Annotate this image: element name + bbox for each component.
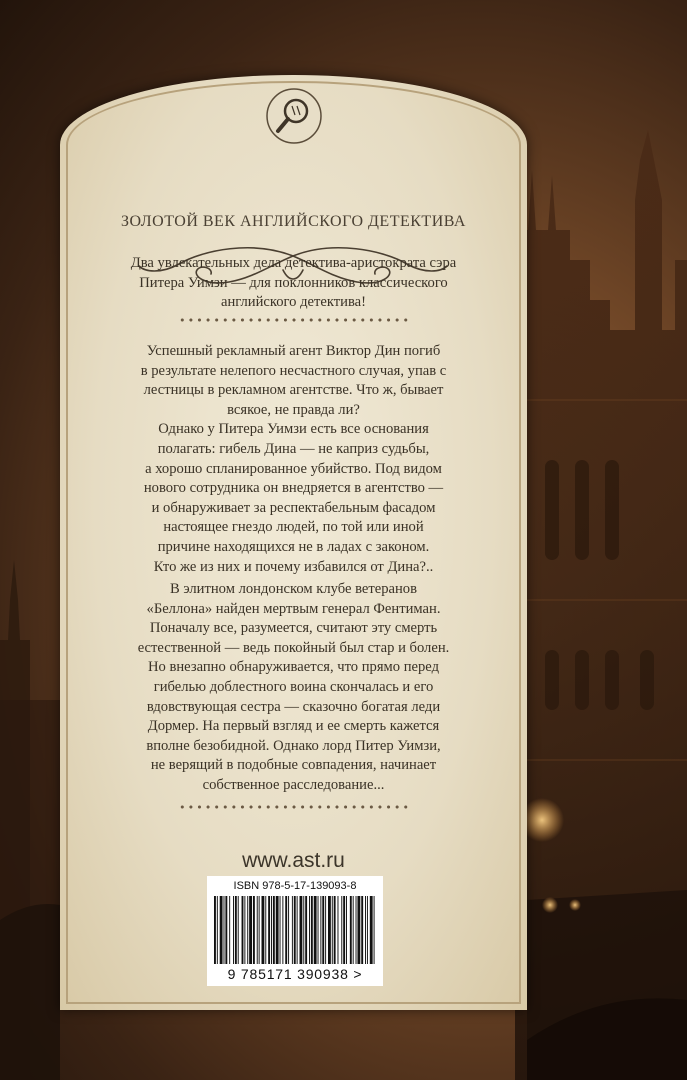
story-two-line: вполне безобидной. Однако лорд Питер Уимзи, xyxy=(146,737,441,754)
description-panel xyxy=(60,75,527,1010)
story-one-paragraph xyxy=(60,342,527,577)
dotted-divider xyxy=(178,804,408,810)
story-two-line: гибелью доблестного воина скончалась и его xyxy=(153,678,434,695)
story-one-line: лестницы в рекламном агентстве. Что ж, бывает xyxy=(143,382,444,399)
isbn-barcode-label xyxy=(207,876,383,986)
series-title: ЗОЛОТОЙ ВЕК АНГЛИЙСКОГО ДЕТЕКТИВА xyxy=(121,213,466,230)
story-one-line: причине находящихся не в ладах с законом. xyxy=(157,538,430,555)
story-one-line: Кто же из них и почему избавился от Дина?.. xyxy=(153,558,434,575)
barcode-image xyxy=(212,896,378,966)
story-two-line: собственное расследование... xyxy=(202,776,385,793)
story-one-line: полагать: гибель Дина — не каприз судьбы, xyxy=(157,440,430,457)
story-two-line: не верящий в подобные совпадения, начинает xyxy=(150,757,437,774)
story-two-line: Но внезапно обнаруживается, что прямо перед xyxy=(147,659,440,676)
story-two-line: Дормер. На первый взгляд и ее смерть кажется xyxy=(147,718,440,735)
story-one-line: и обнаруживает за респектабельным фасадом xyxy=(151,499,436,516)
magnifier-icon xyxy=(265,87,323,145)
story-one-line: настоящее гнездо людей, по той или иной xyxy=(163,519,424,536)
story-two-paragraph xyxy=(60,580,527,796)
intro-line: Питера Уимзи — для поклонников классического xyxy=(139,274,448,291)
story-one-line: всякое, не правда ли? xyxy=(227,401,360,418)
intro-line: английского детектива! xyxy=(220,294,366,311)
isbn-number: ISBN 978-5-17-139093-8 xyxy=(233,880,357,892)
story-one-line: Успешный рекламный агент Виктор Дин погиб xyxy=(146,343,441,359)
story-two-line: Поначалу все, разумеется, считают эту смерть xyxy=(149,620,438,637)
intro-paragraph xyxy=(60,254,527,313)
barcode-digits: 9 785171 390938 > xyxy=(227,966,363,982)
dotted-divider xyxy=(178,317,408,323)
story-one-line: нового сотрудника он внедряется в агентство — xyxy=(143,480,444,497)
website-url[interactable]: www.ast.ru xyxy=(242,849,345,872)
story-one-line: Однако у Питера Уимзи есть все основания xyxy=(158,421,429,438)
story-one-line: в результате нелепого несчастного случая, упав с xyxy=(140,362,447,379)
story-two-line: вдовствующая сестра — сказочно богатая леди xyxy=(146,698,441,715)
intro-line: Два увлекательных дела детектива-аристократа сэра xyxy=(130,255,457,271)
story-two-line: естественной — ведь покойный был стар и болен. xyxy=(137,639,450,656)
story-two-line: В элитном лондонском клубе ветеранов xyxy=(170,581,417,597)
story-one-line: а хорошо спланированное убийство. Под видом xyxy=(145,460,442,477)
story-two-line: «Беллона» найден мертвым генерал Фентиман. xyxy=(146,600,441,617)
